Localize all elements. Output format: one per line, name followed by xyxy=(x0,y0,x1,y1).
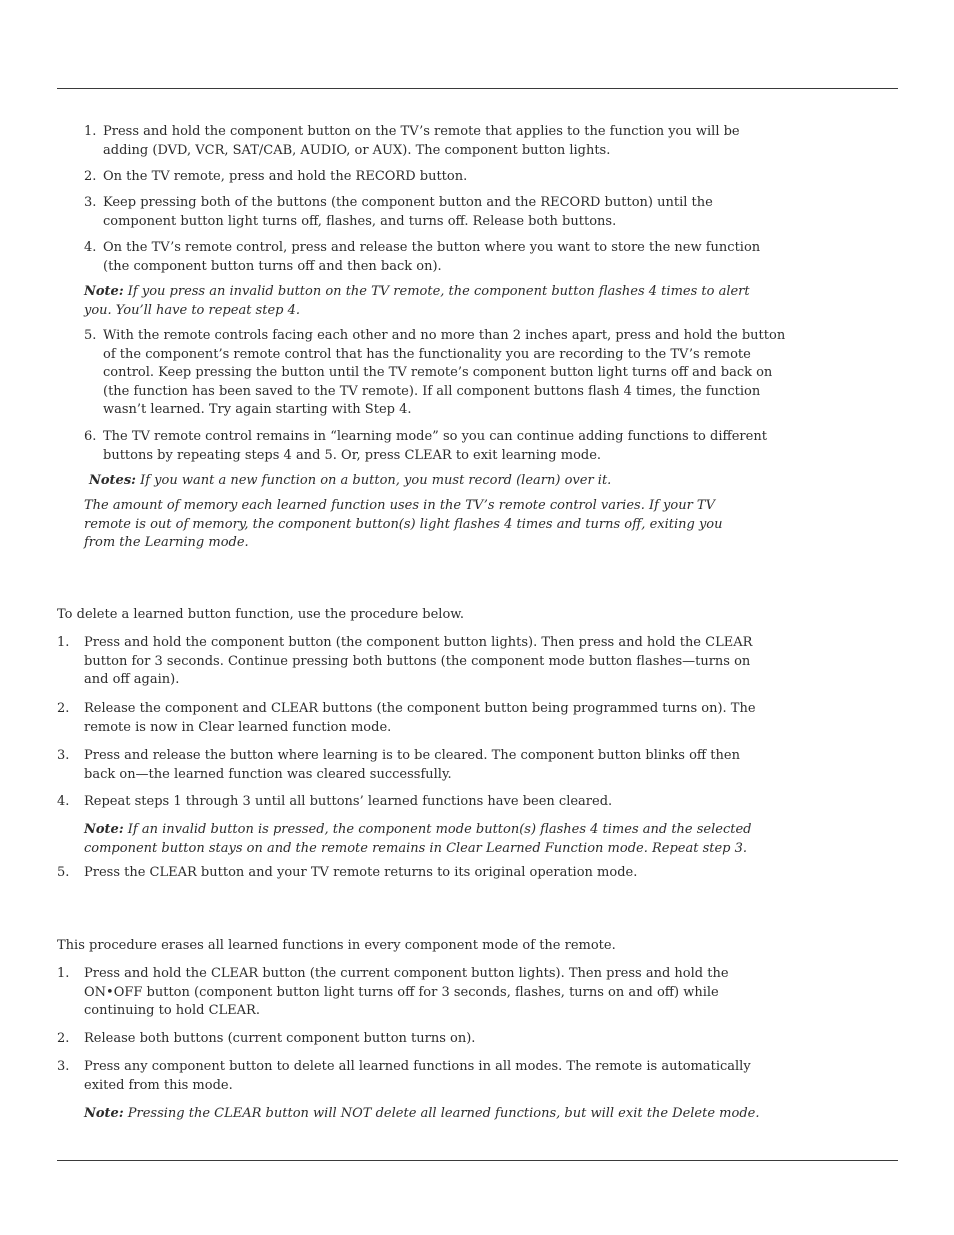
notes-label: Notes: xyxy=(89,473,136,488)
note-label: Note: xyxy=(84,284,124,299)
note xyxy=(84,1105,774,1124)
top-rule xyxy=(57,88,898,89)
step-text: Press any component button to delete all learned functions in all modes. The remote is automatically exited from this mode. xyxy=(84,1059,751,1093)
step-text: Press and hold the component button (the component button lights). Then press and hold the CLEAR button for 3 seconds. Continue pressing both buttons (the component mode button flashes—turns on and off again). xyxy=(84,635,753,687)
step-number: 3. xyxy=(84,195,97,210)
step-text: Press and release the button where learning is to be cleared. The component button blinks off then back on—the learned function was cleared successfully. xyxy=(84,748,740,782)
step-text: Press the CLEAR button and your TV remote returns to its original operation mode. xyxy=(84,865,638,880)
step-text: Release the component and CLEAR buttons (the component button being programmed turns on). The remote is now in Clear learned function mode. xyxy=(84,701,756,735)
note xyxy=(84,821,764,858)
note xyxy=(84,283,764,320)
step-text: On the TV remote, press and hold the RECORD button. xyxy=(103,169,468,184)
step-number: 3. xyxy=(57,748,70,763)
step-number: 6. xyxy=(84,429,97,444)
note-label: Note: xyxy=(84,1106,124,1121)
notes-text: If you want a new function on a button, you must record (learn) over it. xyxy=(135,473,612,488)
step-number: 5. xyxy=(57,865,70,880)
step-number: 2. xyxy=(57,701,70,716)
step-text: The TV remote control remains in “learning mode” so you can continue adding functions to different buttons by repeating steps 4 and 5. Or, press CLEAR to exit learning mode. xyxy=(103,429,767,463)
step-text: Repeat steps 1 through 3 until all buttons’ learned functions have been cleared. xyxy=(84,794,613,809)
step-number: 1. xyxy=(57,966,70,981)
note-text: Pressing the CLEAR button will NOT delete all learned functions, but will exit the Delete mode. xyxy=(123,1106,760,1121)
step-text: Press and hold the component button on the TV’s remote that applies to the function you will be adding (DVD, VCR, SAT/CAB, AUDIO, or AUX). The component button lights. xyxy=(103,124,740,158)
bottom-rule xyxy=(57,1160,898,1161)
step-number: 1. xyxy=(84,124,97,139)
memory-note: The amount of memory each learned function uses in the TV’s remote control varies. If your TV remote is out of memory, the component button(s) light flashes 4 times and turns off, exiting you from the Learning mode. xyxy=(84,498,723,550)
step-text: On the TV’s remote control, press and release the button where you want to store the new function (the component button turns off and then back on). xyxy=(103,240,761,274)
step-number: 4. xyxy=(57,794,70,809)
step-text: Keep pressing both of the buttons (the component button and the RECORD button) until the component button light turns off, flashes, and turns off. Release both buttons. xyxy=(103,195,713,229)
notes xyxy=(89,472,769,491)
step-text: Press and hold the CLEAR button (the current component button lights). Then press and hold the ON•OFF button (component button light turns off for 3 seconds, flashes, turns on and off) while continuing to hold CLEAR. xyxy=(84,966,729,1018)
delete-intro: To delete a learned button function, use the procedure below. xyxy=(57,607,464,622)
step-text: With the remote controls facing each other and no more than 2 inches apart, press and hold the button of the component’s remote control that has the functionality you are recording to the TV’s remote control. Keep pressing the button until the TV remote’s component button light turns off and back on (the function has been saved to the TV remote). If all component buttons flash 4 times, the function wasn’t learned. Try again starting with Step 4. xyxy=(103,328,786,417)
note-text: If you press an invalid button on the TV remote, the component button flashes 4 times to alert you. You’ll have to repeat step 4. xyxy=(84,284,750,318)
note-label: Note: xyxy=(84,822,124,837)
step-text: Release both buttons (current component button turns on). xyxy=(84,1031,476,1046)
step-number: 4. xyxy=(84,240,97,255)
erase-intro: This procedure erases all learned functions in every component mode of the remote. xyxy=(57,938,616,953)
note-text: If an invalid button is pressed, the component mode button(s) flashes 4 times and the selected component button stays on and the remote remains in Clear Learned Function mode. Repeat step 3. xyxy=(84,822,752,856)
step-number: 2. xyxy=(84,169,97,184)
step-number: 2. xyxy=(57,1031,70,1046)
step-number: 5. xyxy=(84,328,97,343)
step-number: 3. xyxy=(57,1059,70,1074)
step-number: 1. xyxy=(57,635,70,650)
